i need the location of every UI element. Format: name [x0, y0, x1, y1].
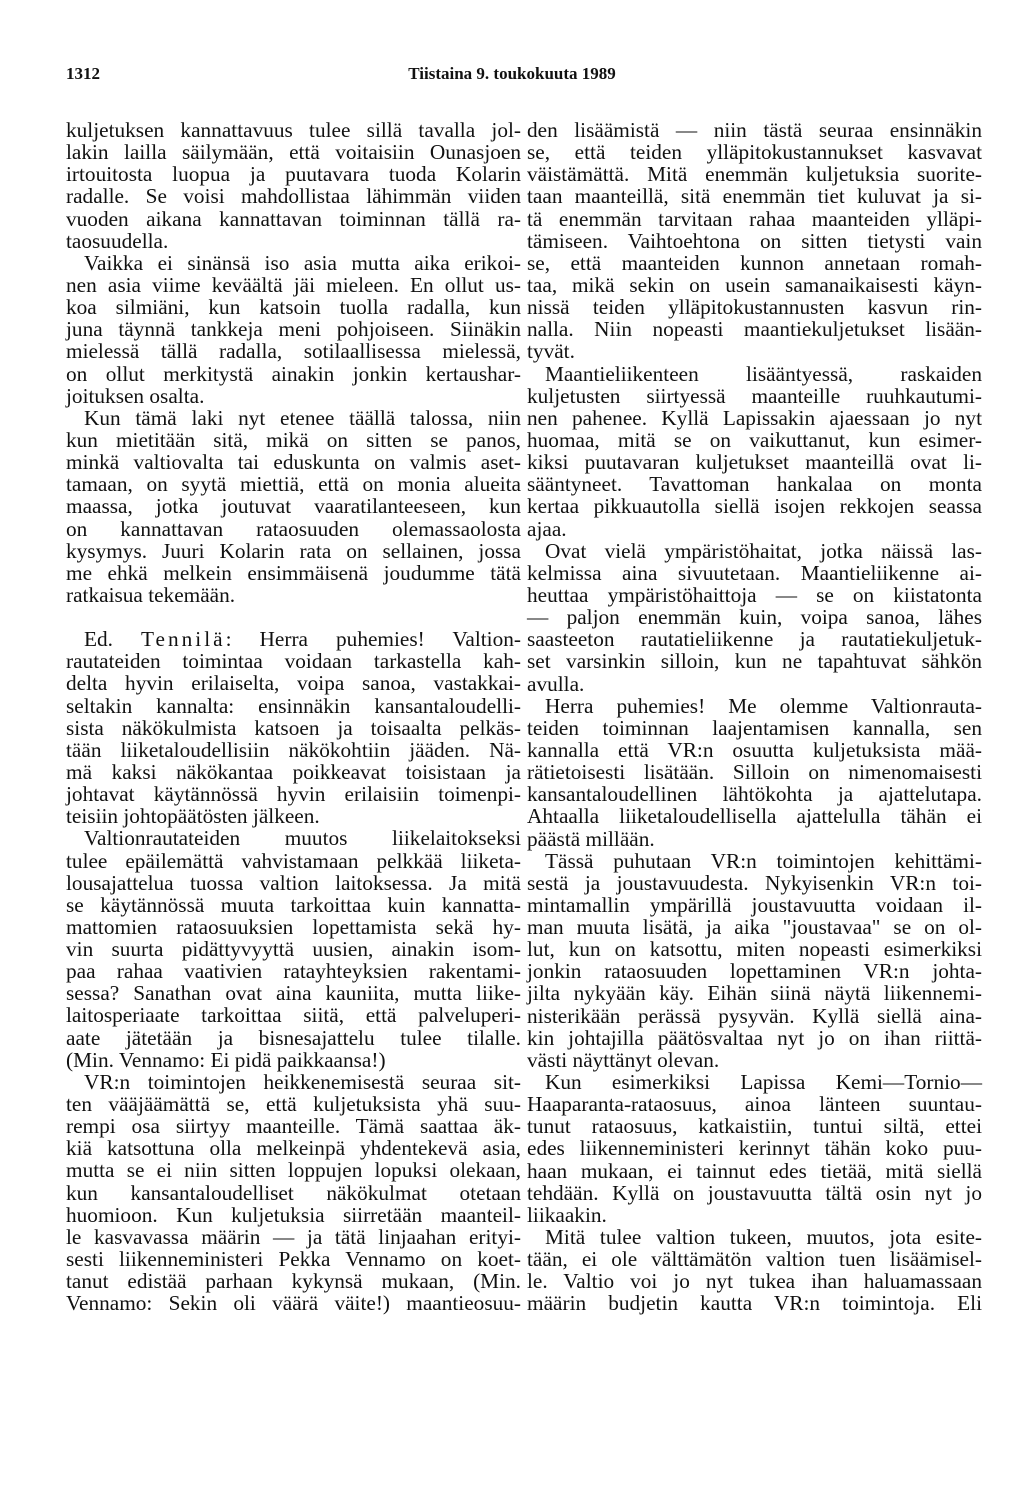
text-line: minkä valtiovalta tai eduskunta on valmis aset-	[66, 450, 521, 475]
text-line: väistämättä. Mitä enemmän kuljetuksia suorite-	[527, 162, 982, 187]
text-line: irtouitosta luopua ja puutavara tuoda Kolarin	[66, 162, 521, 187]
text-line: tä enemmän tarvitaan rahaa maanteiden ylläpi-	[527, 206, 982, 231]
text-line: rempi osa siirtyy maanteille. Tämä saattaa äk-	[66, 1114, 521, 1139]
text-line: kelmissa aina sivuutetaan. Maantieliikenne ai-	[527, 560, 982, 585]
line-text: Valtion-	[452, 627, 521, 652]
text-line: ten vääjäämättä se, että kuljetuksista yhä suu-	[66, 1092, 521, 1117]
text-line: Herra puhemies! Me olemme Valtionrauta-	[545, 693, 982, 718]
text-line: den lisäämistä — niin tästä seuraa ensinnäkin	[527, 118, 982, 142]
text-line: Kun tämä laki nyt etenee täällä talossa, niin	[84, 405, 521, 430]
text-line: kertaa pikkuautolla siellä isojen rekkojen seassa	[527, 494, 982, 519]
text-line: sesti liikenneministeri Pekka Vennamo on koet-	[66, 1247, 521, 1272]
text-line: me ehkä melkein ensimmäisenä joudumme tätä	[66, 560, 521, 585]
text-line: tulee epäilemättä vahvistamaan pelkkää liiketa-	[66, 848, 521, 873]
text-line: kysymys. Juuri Kolarin rata on sellainen, jossa	[66, 538, 521, 563]
text-line: Ovat vielä ympäristöhaitat, jotka näissä las-	[545, 538, 982, 563]
text-line: mä kaksi näkökantaa poikkeavat toisistaan ja	[66, 759, 521, 784]
text-line: kuljetuksen kannattavuus tulee sillä tavalla jol-	[66, 118, 521, 142]
text-line: tehdään. Kyllä on joustavuutta tältä osin nyt jo	[527, 1180, 982, 1205]
text-line: tunut rataosuus, katkaistiin, tuntui siltä, ettei	[527, 1114, 982, 1139]
text-line: tyvät.	[527, 339, 575, 364]
text-line: seltakin kannalta: ensinnäkin kansantaloudelli-	[66, 693, 521, 718]
text-line: tanut edistää parhaan kykynsä mukaan, (Min.	[66, 1269, 521, 1294]
speaker-name: Tennilä	[141, 627, 226, 652]
text-line: jilta nykyään käy. Eihän siinä näytä liikennemi-	[527, 981, 982, 1006]
text-line: Haaparanta-rataosuus, ainoa länteen suuntau-	[527, 1092, 982, 1117]
text-line: kuljetusten siirtyessä maanteille ruuhkautumi-	[527, 383, 982, 408]
page-number: 1312	[66, 64, 100, 83]
text-line: lut, kun on katsottu, miten nopeasti esimerkiksi	[527, 937, 982, 962]
page-header	[66, 64, 958, 88]
text-line: päästä millään.	[527, 826, 655, 851]
text-line: kiksi puutavaran kuljetukset maanteillä ovat li-	[527, 450, 982, 475]
text-line: Tässä puhutaan VR:n toimintojen kehittämi-	[545, 848, 982, 873]
text-line: mutta se ei niin sitten loppujen lopuksi olekaan,	[66, 1158, 521, 1183]
text-line: mintamallin ympärillä joustavuutta voidaan il-	[527, 892, 982, 917]
text-line: taa, mikä sekin on usein samanaikaisesti käyn-	[527, 272, 982, 297]
text-line: saasteeton rautatieliikenne ja rautatiekuljetuk-	[527, 627, 982, 652]
text-line: aate jätetään ja bisnesajattelu tulee tilalle.	[66, 1025, 521, 1050]
text-line: sista näkökulmista katsoen ja toisaalta pelkäs-	[66, 715, 521, 740]
text-line: västi näyttänyt olevan.	[527, 1047, 720, 1072]
text-line: radalle. Se voisi mahdollistaa lähimmän viiden	[66, 184, 521, 209]
text-line: sääntyneet. Tavattoman hankalaa on monta	[527, 472, 982, 497]
text-line: avulla.	[527, 671, 585, 696]
text-line: taosuudella.	[66, 228, 169, 253]
text-line: koa silmiäni, kun katsoin tuolla radalla, kun	[66, 295, 521, 320]
text-line: le. Valtio voi jo nyt tukea ihan haluamassaan	[527, 1269, 982, 1294]
text-line: on kannattavan rataosuuden olemassaolosta	[66, 516, 521, 541]
text-line: joituksen osalta.	[66, 383, 205, 408]
text-line: tamaan, on syytä miettiä, että on monia alueita	[66, 472, 521, 497]
speaker-label: Ed.	[84, 627, 142, 652]
text-line: sestä ja joustavuudesta. Nykyisenkin VR:n toi-	[527, 870, 982, 895]
text-line: kiä katsottuna olla melkeinpä yhdentekevä asia,	[66, 1136, 521, 1161]
text-line: taan maanteillä, sitä enemmän tiet kuluvat ja si-	[527, 184, 982, 209]
text-line: se käytännössä muuta tarkoittaa kuin kannatta-	[66, 892, 521, 917]
text-line: haan mukaan, ei tainnut edes tietää, mitä siellä	[527, 1158, 982, 1183]
text-line: nen asia viime keväältä jäi mieleen. En ollut us-	[66, 272, 521, 297]
text-line: kin johtajilla päätösvaltaa nyt jo on ihan riittä-	[527, 1025, 982, 1050]
text-line: nisterikään perässä pysyvän. Kyllä siellä aina-	[527, 1003, 982, 1028]
text-line: rätietoisesti lisätään. Silloin on nimenomaisesti	[527, 760, 982, 785]
text-line: nen pahenee. Kyllä Lapissakin ajaessaan jo nyt	[527, 405, 982, 430]
text-line: tämiseen. Vaihtoehtona on sitten tietysti vain	[527, 228, 982, 253]
text-line: Maantieliikenteen lisääntyessä, raskaiden	[545, 361, 982, 386]
text-line: lousajattelua tuossa valtion laitoksessa. Ja mitä	[66, 870, 521, 895]
text-line: heuttaa ympäristöhaittoja — se on kiistatonta	[527, 582, 982, 607]
text-line: (Min. Vennamo: Ei pidä paikkaansa!)	[66, 1047, 386, 1072]
text-line: mielessä tällä radalla, sotilaallisessa mielessä,	[66, 339, 521, 364]
text-line: se, että teiden ylläpitokustannukset kasvavat	[527, 140, 982, 165]
text-line: huomioon. Kun kuljetuksia siirretään maanteil-	[66, 1202, 521, 1227]
text-line: teiden toiminnan laajentamisen kannalla, sen	[527, 715, 982, 740]
text-line: liikaakin.	[527, 1202, 607, 1227]
text-line: jonkin rataosuuden lopettaminen VR:n johta-	[527, 959, 982, 984]
text-line: — paljon enemmän kuin, voipa sanoa, lähes	[527, 605, 982, 630]
text-line: vin suurta pidättyvyyttä uusien, ainakin isom-	[66, 937, 521, 962]
text-line: ratkaisua tekemään.	[66, 582, 236, 607]
text-line: kun kansantaloudelliset näkökulmat otetaan	[66, 1180, 521, 1205]
right-text-column	[527, 119, 982, 1315]
text-line: paa rahaa vaativien ratayhteyksien rakentami-	[66, 959, 521, 984]
text-line: tään, ei ole välttämätön valtion tuen lisäämisel-	[527, 1247, 982, 1272]
text-line: Valtionrautateiden muutos liikelaitokseksi	[84, 826, 521, 851]
text-line: kannalla että VR:n osuutta kuljetuksista mää-	[527, 737, 982, 762]
speech-opening: : Herra puhemies!	[225, 627, 453, 652]
text-line: sessa? Sanathan ovat aina kauniita, mutta liike-	[66, 981, 521, 1006]
text-line	[66, 628, 521, 650]
text-line: ajaa.	[527, 516, 567, 541]
text-line: huomaa, mitä se on vaikuttanut, kun esimer-	[527, 427, 982, 452]
text-line: man muuta lisätä, ja aika "joustavaa" se on ol-	[527, 915, 982, 940]
text-line: nissä teiden ylläpitokustannusten kasvun rin-	[527, 295, 982, 320]
text-line: määrin budjetin kautta VR:n toimintoja. Eli	[527, 1291, 982, 1316]
text-line: mattomien rataosuuksien lopettamista sekä hy-	[66, 914, 521, 939]
text-line: Mitä tulee valtion tukeen, muutos, jota esite-	[545, 1225, 982, 1250]
text-line: vuoden aikana kannattavan toiminnan tällä ra-	[66, 206, 521, 231]
text-line: maassa, jotka joutuvat vaaratilanteeseen, kun	[66, 494, 521, 519]
text-line: tään liiketaloudellisiin näkökohtiin jääden. Nä-	[66, 737, 521, 762]
text-line: lakin lailla säilymään, että voitaisiin Ounasjoen	[66, 140, 521, 165]
text-line: Vennamo: Sekin oli väärä väite!) maantieosuu-	[66, 1291, 521, 1316]
text-line: Ahtaalla liiketaloudellisella ajattelulla tähän ei	[527, 804, 982, 829]
text-line: VR:n toimintojen heikkenemisestä seuraa sit-	[84, 1069, 521, 1094]
text-line: set varsinkin silloin, kun ne tapahtuvat sähkön	[527, 649, 982, 674]
text-line: laitosperiaate tarkoittaa siitä, että palveluperi-	[66, 1003, 521, 1028]
text-line: edes liikenneministeri kerinnyt tähän koko puu-	[527, 1136, 982, 1161]
text-line: kun mietitään sitä, mikä on sitten se panos,	[66, 427, 521, 452]
text-line: johtavat käytännössä hyvin erilaisiin toimenpi-	[66, 782, 521, 807]
text-line: Kun esimerkiksi Lapissa Kemi—Tornio—	[545, 1070, 982, 1095]
text-line: le kasvavassa määrin — ja tätä linjaahan erityi-	[66, 1224, 521, 1249]
left-text-column	[66, 119, 521, 1314]
text-line: Vaikka ei sinänsä iso asia mutta aika erikoi-	[84, 250, 521, 275]
text-line: rautateiden toimintaa voidaan tarkastella kah-	[66, 649, 521, 674]
text-line: on ollut merkitystä ainakin jonkin kertaushar-	[66, 361, 521, 386]
text-line: se, että maanteiden kunnon annetaan romah-	[527, 250, 982, 275]
text-line: kansantaloudellinen lähtökohta ja ajattelutapa.	[527, 782, 982, 807]
text-line: nalla. Niin nopeasti maantiekuljetukset lisään-	[527, 317, 982, 342]
text-line: delta hyvin erilaiselta, voipa sanoa, vastakkai-	[66, 671, 521, 696]
text-line: teisiin johtopäätösten jälkeen.	[66, 804, 320, 829]
running-head: Tiistaina 9. toukokuuta 1989	[408, 64, 616, 83]
text-line: juna täynnä tankkeja meni pohjoiseen. Siinäkin	[66, 317, 521, 342]
